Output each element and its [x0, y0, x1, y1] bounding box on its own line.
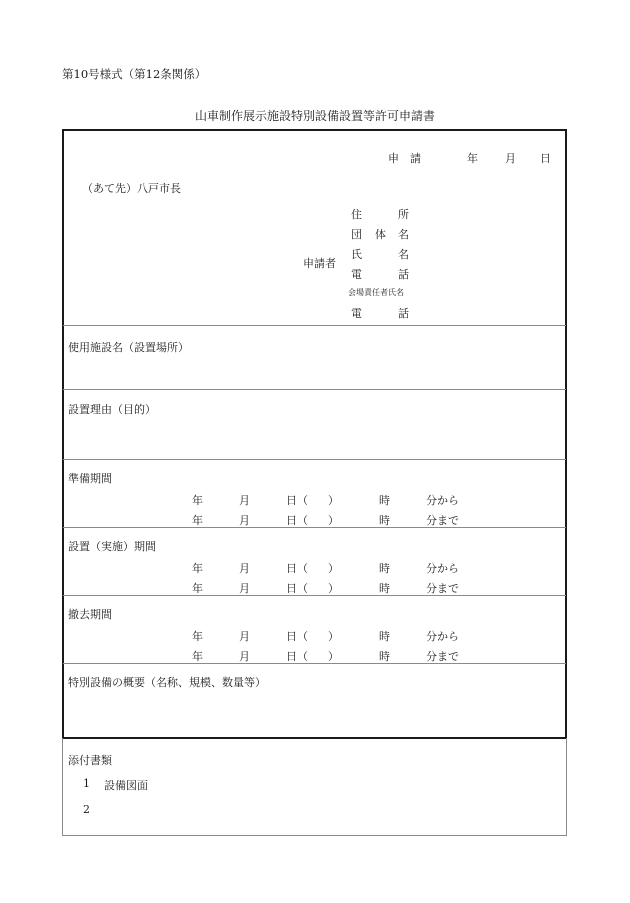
- name-label-1: 氏: [351, 248, 362, 261]
- equipment-input-area[interactable]: [64, 692, 564, 736]
- hour-unit: 時: [379, 582, 390, 595]
- group-label-1: 団: [351, 228, 362, 241]
- applicant-label: 申請者: [303, 257, 336, 270]
- year-unit: 年: [192, 514, 203, 527]
- address-label-1: 住: [351, 208, 362, 221]
- form-number: 第10号様式（第12条関係）: [62, 67, 207, 81]
- month-unit: 月: [239, 494, 250, 507]
- weekday-close: ）: [328, 514, 339, 527]
- date-month-field[interactable]: 月: [505, 152, 516, 165]
- divider-reason: [63, 459, 566, 460]
- attachment-number: 1: [83, 777, 90, 790]
- day-unit: 日（: [286, 630, 308, 643]
- manager-phone-label-2: 話: [398, 307, 409, 320]
- addressee: （あて先）八戸市長: [82, 182, 181, 195]
- facility-input-area[interactable]: [64, 356, 564, 386]
- day-unit: 日（: [286, 562, 308, 575]
- manager-phone-label-1: 電: [351, 307, 362, 320]
- day-unit: 日（: [286, 494, 308, 507]
- name-label-2: 名: [398, 248, 409, 261]
- hour-unit: 時: [379, 514, 390, 527]
- weekday-close: ）: [328, 562, 339, 575]
- month-unit: 月: [239, 514, 250, 527]
- attachments-label: 添付書類: [68, 754, 112, 767]
- group-label-2: 体: [375, 228, 386, 241]
- minute-from: 分から: [426, 494, 459, 507]
- period-label: 設置（実施）期間: [68, 540, 156, 553]
- day-unit: 日（: [286, 650, 308, 663]
- hour-unit: 時: [379, 630, 390, 643]
- minute-from: 分から: [426, 630, 459, 643]
- venue-manager-label: 会場責任者氏名: [348, 288, 404, 297]
- date-day-field[interactable]: 日: [540, 152, 551, 165]
- reason-input-area[interactable]: [64, 418, 564, 456]
- hour-unit: 時: [379, 562, 390, 575]
- attachment-text: 設備図面: [104, 779, 148, 792]
- minute-until: 分まで: [426, 582, 459, 595]
- year-unit: 年: [192, 582, 203, 595]
- reason-label: 設置理由（目的）: [68, 403, 156, 416]
- weekday-close: ）: [328, 582, 339, 595]
- date-year-field[interactable]: 年: [467, 152, 478, 165]
- weekday-close: ）: [328, 630, 339, 643]
- group-label-3: 名: [398, 228, 409, 241]
- year-unit: 年: [192, 630, 203, 643]
- document-title: 山車制作展示施設特別設備設置等許可申請書: [194, 109, 435, 123]
- facility-label: 使用施設名（設置場所）: [68, 341, 189, 354]
- attachment-number: 2: [83, 803, 90, 816]
- year-unit: 年: [192, 494, 203, 507]
- hour-unit: 時: [379, 494, 390, 507]
- divider-period-prep: [63, 527, 566, 528]
- period-label: 撤去期間: [68, 608, 112, 621]
- period-label: 準備期間: [68, 472, 112, 485]
- minute-until: 分まで: [426, 650, 459, 663]
- month-unit: 月: [239, 650, 250, 663]
- month-unit: 月: [239, 630, 250, 643]
- phone-label-2: 話: [398, 268, 409, 281]
- address-label-2: 所: [398, 208, 409, 221]
- weekday-close: ）: [328, 650, 339, 663]
- month-unit: 月: [239, 582, 250, 595]
- divider-applicant: [63, 325, 566, 326]
- minute-until: 分まで: [426, 514, 459, 527]
- day-unit: 日（: [286, 582, 308, 595]
- date-label: 申 請: [388, 152, 421, 165]
- equipment-label: 特別設備の概要（名称、規模、数量等）: [68, 676, 266, 689]
- weekday-close: ）: [328, 494, 339, 507]
- phone-label-1: 電: [351, 268, 362, 281]
- minute-from: 分から: [426, 562, 459, 575]
- year-unit: 年: [192, 650, 203, 663]
- day-unit: 日（: [286, 514, 308, 527]
- hour-unit: 時: [379, 650, 390, 663]
- divider-period-install: [63, 595, 566, 596]
- divider-facility: [63, 389, 566, 390]
- year-unit: 年: [192, 562, 203, 575]
- divider-period-removal: [63, 663, 566, 664]
- month-unit: 月: [239, 562, 250, 575]
